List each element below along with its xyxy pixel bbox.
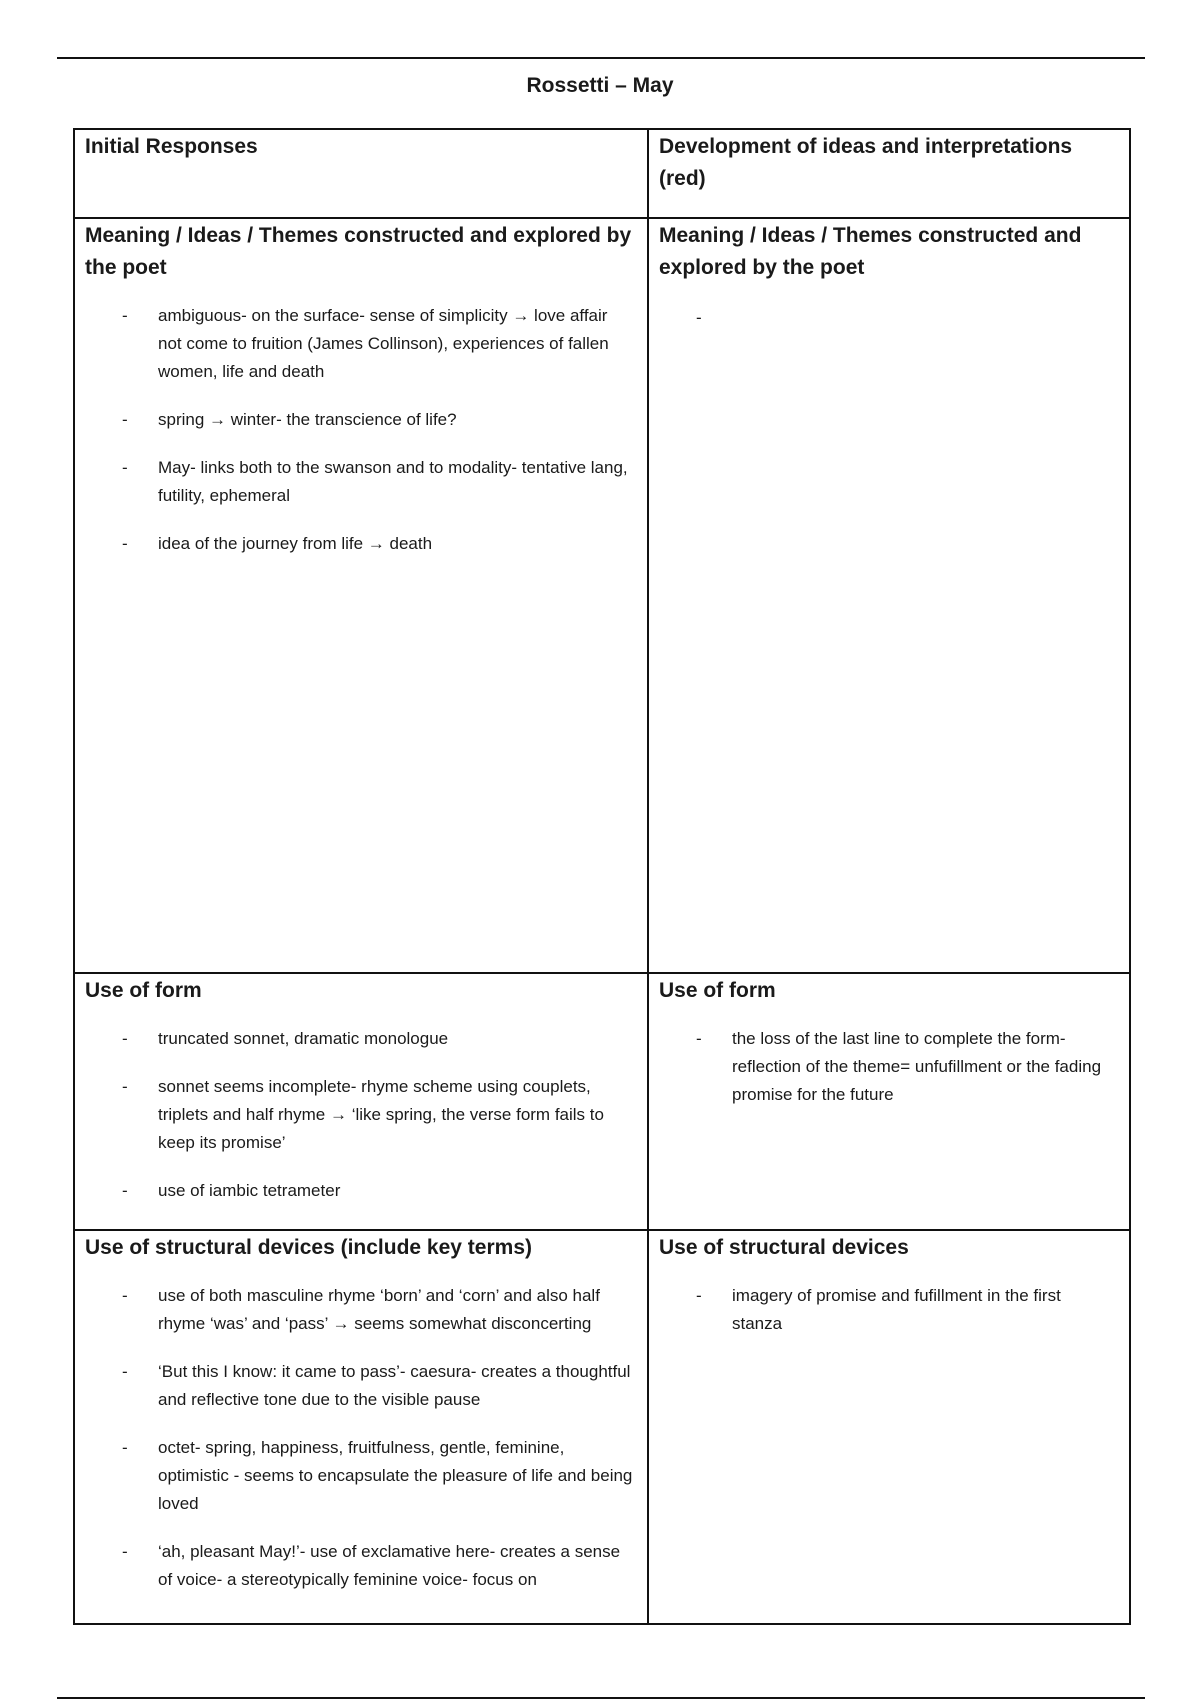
meaning-right-cell: [648, 218, 1130, 973]
meaning-left-heading: Meaning / Ideas / Themes constructed and explored by the poet: [85, 224, 632, 279]
list-item: - use of both masculine rhyme ‘born’ and ‘corn’ and also half rhyme ‘was’ and ‘pass’ → seems somewhat disconcerting: [85, 1282, 637, 1338]
list-item: - spring → winter- the transcience of life?: [85, 406, 637, 434]
list-item: - idea of the journey from life → death: [85, 530, 637, 558]
bottom-rule: [57, 1697, 1145, 1699]
initial-responses-heading: Initial Responses: [85, 135, 258, 158]
list-item: - the loss of the last line to complete the form- reflection of the theme= unfufillment or the fading promise for the future: [659, 1025, 1119, 1109]
list-item: - imagery of promise and fufillment in the first stanza: [659, 1282, 1119, 1338]
top-rule: [57, 57, 1145, 59]
list-item: - use of iambic tetrameter: [85, 1177, 637, 1205]
header-row: [74, 129, 1130, 218]
form-left-cell: [74, 973, 648, 1230]
list-item: - ambiguous- on the surface- sense of simplicity → love affair not come to fruition (James Collinson), experiences of fallen women, life and death: [85, 302, 637, 386]
structure-left-list: [85, 1282, 637, 1594]
development-header-cell: [648, 129, 1130, 218]
structure-row: [74, 1230, 1130, 1624]
meaning-left-cell: [74, 218, 648, 973]
meaning-left-list: [85, 302, 637, 558]
structure-left-heading: Use of structural devices (include key terms): [85, 1236, 532, 1259]
development-heading: Development of ideas and interpretations (red): [659, 135, 1073, 190]
form-right-cell: [648, 973, 1130, 1230]
form-row: [74, 973, 1130, 1230]
structure-left-content: [85, 1231, 637, 1623]
structure-right-cell: [648, 1230, 1130, 1624]
structure-right-content: [659, 1231, 1119, 1623]
structure-left-cell: [74, 1230, 648, 1624]
list-item: - sonnet seems incomplete- rhyme scheme using couplets, triplets and half rhyme → ‘like spring, the verse form fails to keep its promise’: [85, 1073, 637, 1157]
list-item: - May- links both to the swanson and to modality- tentative lang, futility, ephemeral: [85, 454, 637, 510]
list-item: - ‘ah, pleasant May!’- use of exclamative here- creates a sense of voice- a stereotypically feminine voice- focus on: [85, 1538, 637, 1594]
list-item: - ‘But this I know: it came to pass’- caesura- creates a thoughtful and reflective tone due to the visible pause: [85, 1358, 637, 1414]
form-left-heading: Use of form: [85, 979, 202, 1002]
list-item: - octet- spring, happiness, fruitfulness, gentle, feminine, optimistic - seems to encapsulate the pleasure of life and being loved: [85, 1434, 637, 1518]
structure-right-heading: Use of structural devices: [659, 1236, 909, 1259]
initial-responses-header-cell: [74, 129, 648, 218]
form-right-list: [659, 1025, 1119, 1109]
list-item: - truncated sonnet, dramatic monologue: [85, 1025, 637, 1053]
meaning-row: [74, 218, 1130, 973]
meaning-right-heading: Meaning / Ideas / Themes constructed and explored by the poet: [659, 224, 1082, 279]
form-left-list: [85, 1025, 637, 1205]
form-right-heading: Use of form: [659, 979, 776, 1002]
response-table: [73, 128, 1131, 1625]
document-title: Rossetti – May: [526, 74, 674, 97]
structure-right-list: [659, 1282, 1119, 1338]
